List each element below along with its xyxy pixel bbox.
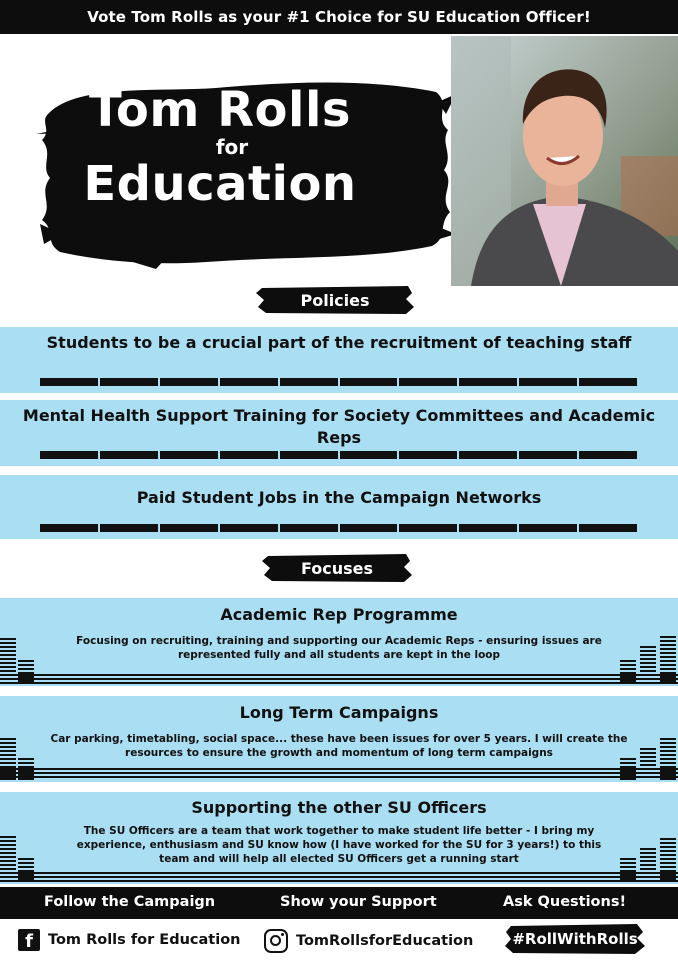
focus-description: Focusing on recruiting, training and supporting our Academic Reps - ensuring issues are represented fully and all students are kept in the loop — [76, 635, 602, 661]
facebook-link[interactable] — [18, 929, 240, 951]
title-name: Tom Rolls — [89, 82, 351, 138]
instagram-link[interactable] — [264, 929, 473, 953]
title-for: for — [215, 135, 249, 159]
instagram-handle: TomRollsforEducation — [296, 933, 474, 949]
facebook-page-name: Tom Rolls for Education — [48, 932, 241, 948]
policy-text: Mental Health Support Training for Society Committees and Academic Reps — [22, 406, 656, 447]
focus-title: Supporting the other SU Officers — [191, 798, 487, 817]
hashtag-badge — [505, 922, 645, 956]
policies-heading-label: Policies — [300, 290, 370, 310]
policy-text: Students to be a crucial part of the recruitment of teaching staff — [46, 333, 632, 352]
policy-card — [0, 475, 678, 539]
top-banner — [0, 0, 678, 34]
stripe-decoration — [0, 872, 678, 884]
campaign-title — [40, 84, 400, 210]
stripe-decoration — [0, 768, 678, 780]
candidate-photo — [451, 36, 678, 286]
stripe-decoration — [0, 674, 678, 686]
policy-card — [0, 327, 678, 393]
focuses-heading-label: Focuses — [300, 558, 374, 578]
focus-card — [0, 696, 678, 782]
policy-card — [0, 400, 678, 466]
show-support-text: Show your Support — [280, 894, 437, 910]
focus-card — [0, 792, 678, 884]
hashtag-text: #RollWithRolls — [512, 930, 638, 948]
call-to-action-bar — [0, 887, 678, 919]
facebook-icon: f — [18, 929, 40, 951]
campaign-tagline: Vote Tom Rolls as your #1 Choice for SU Education Officer! — [87, 8, 591, 26]
title-role: Education — [83, 156, 357, 212]
policy-divider — [40, 524, 637, 532]
policy-divider — [40, 378, 637, 386]
focuses-heading — [262, 553, 412, 583]
focus-description: Car parking, timetabling, social space... these have been issues for over 5 years. I will create the resources to ensure the growth and momentum of long term campaigns — [50, 733, 628, 759]
focus-card — [0, 598, 678, 686]
focus-title: Academic Rep Programme — [220, 605, 458, 624]
policy-divider — [40, 451, 637, 459]
instagram-icon — [264, 929, 288, 953]
policy-text: Paid Student Jobs in the Campaign Networks — [136, 488, 542, 507]
follow-campaign-text: Follow the Campaign — [44, 894, 216, 910]
focus-description: The SU Officers are a team that work together to make student life better - I bring my experience, enthusiasm and SU know how (I have worked for the SU for 3 years!) to this team and will help all elected SU Officers get a running start — [76, 825, 602, 865]
focus-title: Long Term Campaigns — [239, 703, 439, 722]
ask-questions-text: Ask Questions! — [503, 894, 627, 910]
policies-heading — [256, 285, 414, 315]
